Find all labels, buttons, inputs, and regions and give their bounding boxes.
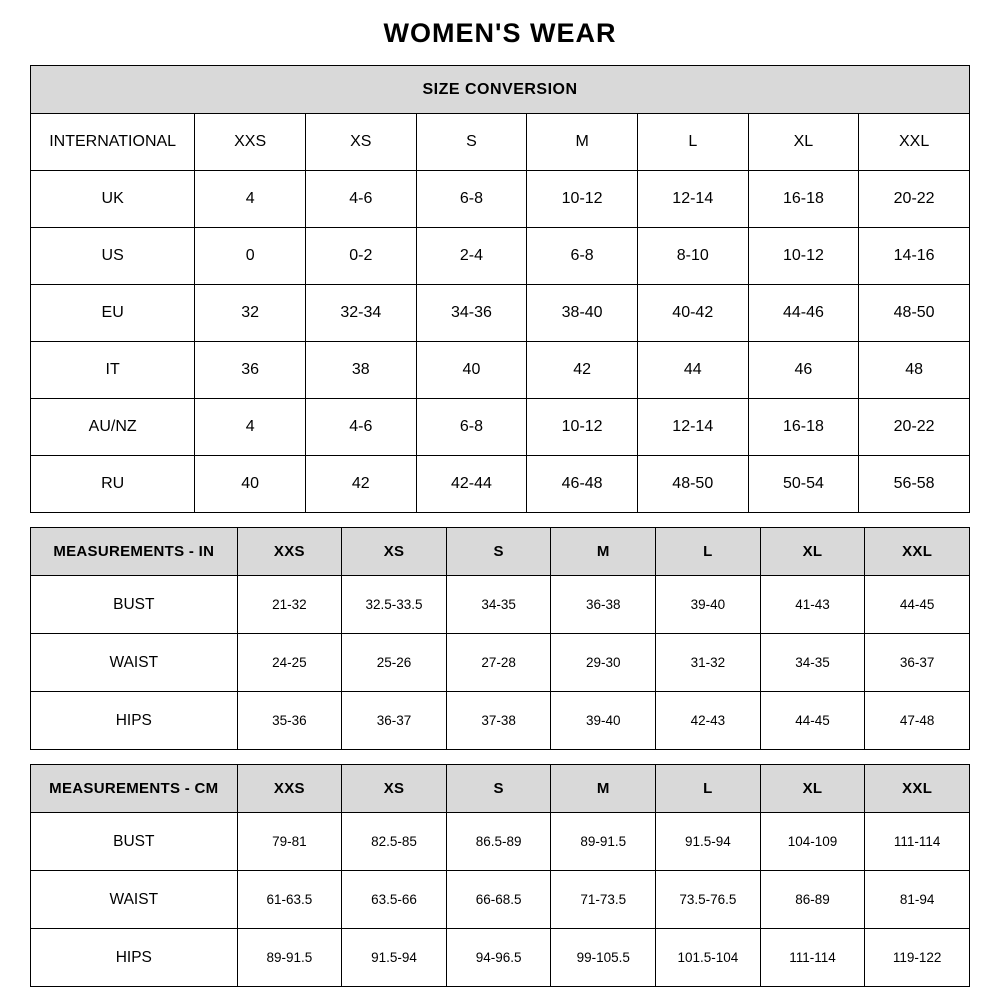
value-cell: 44-45 [865,576,970,634]
row-label: RU [31,456,195,513]
value-cell: 4-6 [305,399,416,456]
value-cell: 20-22 [859,171,970,228]
value-cell: 10-12 [527,171,638,228]
value-cell: 81-94 [865,871,970,929]
value-cell: 101.5-104 [656,929,761,987]
column-header-row [31,114,970,171]
size-column-header: S [446,765,551,813]
size-column-header: XS [342,528,447,576]
value-cell: 38-40 [527,285,638,342]
value-cell: 32-34 [305,285,416,342]
value-cell: 0-2 [305,228,416,285]
value-cell: 40 [416,342,527,399]
value-cell: 111-114 [760,929,865,987]
value-cell: 34-36 [416,285,527,342]
value-cell: 48-50 [637,456,748,513]
value-cell: 39-40 [551,692,656,750]
value-cell: 91.5-94 [342,929,447,987]
table-row [31,634,970,692]
size-column-header: XL [760,528,865,576]
table-row [31,399,970,456]
value-cell: 21-32 [237,576,342,634]
table-row [31,342,970,399]
value-cell: 16-18 [748,399,859,456]
value-cell: 42 [527,342,638,399]
table-row [31,228,970,285]
value-cell: 82.5-85 [342,813,447,871]
size-column-header: L [656,765,761,813]
size-column-header: XS [342,765,447,813]
size-column-header: XXL [865,765,970,813]
row-label: BUST [31,576,238,634]
page-title: WOMEN'S WEAR [383,18,617,48]
table-banner: SIZE CONVERSION [31,66,970,114]
size-column-header: M [527,114,638,171]
table-banner: MEASUREMENTS - CM [31,765,238,813]
value-cell: 32.5-33.5 [342,576,447,634]
value-cell: 73.5-76.5 [656,871,761,929]
row-label: WAIST [31,634,238,692]
value-cell: 29-30 [551,634,656,692]
table-row [31,285,970,342]
size-column-header: XXS [195,114,306,171]
row-label: AU/NZ [31,399,195,456]
value-cell: 41-43 [760,576,865,634]
value-cell: 94-96.5 [446,929,551,987]
value-cell: 10-12 [748,228,859,285]
table-row [31,692,970,750]
size-column-header: XXL [859,114,970,171]
value-cell: 48 [859,342,970,399]
value-cell: 2-4 [416,228,527,285]
value-cell: 50-54 [748,456,859,513]
row-header-label: INTERNATIONAL [31,114,195,171]
size-column-header: XXS [237,528,342,576]
value-cell: 0 [195,228,306,285]
size-column-header: S [446,528,551,576]
row-label: US [31,228,195,285]
value-cell: 47-48 [865,692,970,750]
value-cell: 31-32 [656,634,761,692]
value-cell: 39-40 [656,576,761,634]
value-cell: 8-10 [637,228,748,285]
column-header-row [31,528,970,576]
value-cell: 111-114 [865,813,970,871]
value-cell: 14-16 [859,228,970,285]
value-cell: 44-46 [748,285,859,342]
value-cell: 34-35 [446,576,551,634]
value-cell: 89-91.5 [551,813,656,871]
value-cell: 37-38 [446,692,551,750]
size-column-header: S [416,114,527,171]
value-cell: 35-36 [237,692,342,750]
value-cell: 42-43 [656,692,761,750]
table-banner: MEASUREMENTS - IN [31,528,238,576]
value-cell: 6-8 [527,228,638,285]
value-cell: 44-45 [760,692,865,750]
row-label: IT [31,342,195,399]
column-header-row [31,765,970,813]
size-column-header: XL [760,765,865,813]
value-cell: 38 [305,342,416,399]
value-cell: 66-68.5 [446,871,551,929]
value-cell: 86.5-89 [446,813,551,871]
value-cell: 71-73.5 [551,871,656,929]
table-row [31,171,970,228]
value-cell: 36-37 [865,634,970,692]
value-cell: 119-122 [865,929,970,987]
value-cell: 10-12 [527,399,638,456]
size-conversion-table [30,65,970,513]
value-cell: 27-28 [446,634,551,692]
size-column-header: L [656,528,761,576]
value-cell: 36-38 [551,576,656,634]
value-cell: 44 [637,342,748,399]
size-column-header: XL [748,114,859,171]
value-cell: 42 [305,456,416,513]
value-cell: 20-22 [859,399,970,456]
value-cell: 56-58 [859,456,970,513]
value-cell: 61-63.5 [237,871,342,929]
value-cell: 89-91.5 [237,929,342,987]
value-cell: 6-8 [416,171,527,228]
value-cell: 12-14 [637,171,748,228]
table-row [31,871,970,929]
size-column-header: M [551,528,656,576]
row-label: UK [31,171,195,228]
size-column-header: XS [305,114,416,171]
row-label: BUST [31,813,238,871]
value-cell: 25-26 [342,634,447,692]
value-cell: 12-14 [637,399,748,456]
value-cell: 46 [748,342,859,399]
value-cell: 32 [195,285,306,342]
value-cell: 4 [195,399,306,456]
size-column-header: XXL [865,528,970,576]
value-cell: 48-50 [859,285,970,342]
row-label: HIPS [31,929,238,987]
row-label: EU [31,285,195,342]
size-column-header: L [637,114,748,171]
table-row [31,929,970,987]
value-cell: 34-35 [760,634,865,692]
value-cell: 40-42 [637,285,748,342]
value-cell: 42-44 [416,456,527,513]
row-label: HIPS [31,692,238,750]
value-cell: 16-18 [748,171,859,228]
table-banner-row [31,66,970,114]
value-cell: 99-105.5 [551,929,656,987]
value-cell: 6-8 [416,399,527,456]
value-cell: 91.5-94 [656,813,761,871]
value-cell: 4 [195,171,306,228]
value-cell: 79-81 [237,813,342,871]
value-cell: 40 [195,456,306,513]
value-cell: 63.5-66 [342,871,447,929]
size-column-header: M [551,765,656,813]
measurements-in-table [30,527,970,750]
value-cell: 86-89 [760,871,865,929]
value-cell: 4-6 [305,171,416,228]
measurements-cm-table [30,764,970,987]
value-cell: 104-109 [760,813,865,871]
value-cell: 46-48 [527,456,638,513]
value-cell: 36-37 [342,692,447,750]
value-cell: 36 [195,342,306,399]
row-label: WAIST [31,871,238,929]
table-row [31,456,970,513]
table-row [31,813,970,871]
table-row [31,576,970,634]
value-cell: 24-25 [237,634,342,692]
size-column-header: XXS [237,765,342,813]
